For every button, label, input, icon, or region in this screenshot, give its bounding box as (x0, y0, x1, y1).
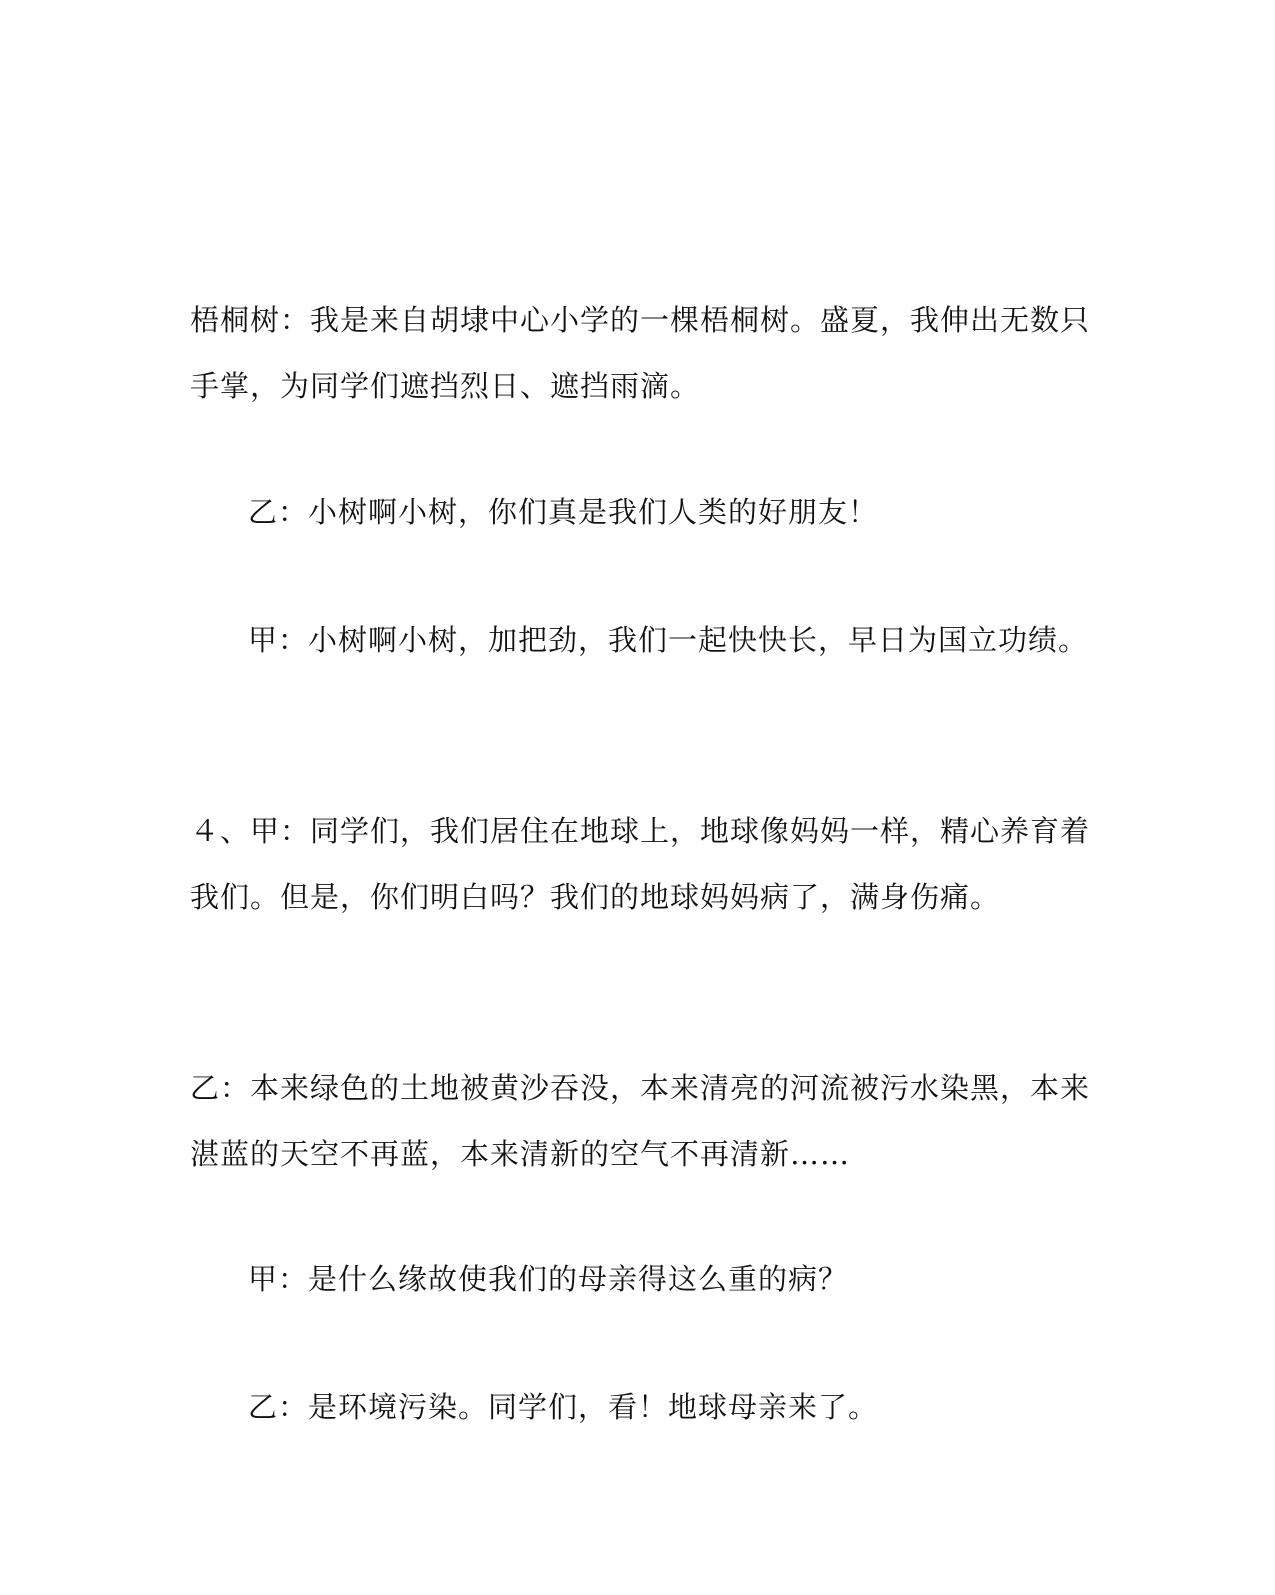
text-line: 湛蓝的天空不再蓝，本来清新的空气不再清新…… (190, 1137, 851, 1171)
paragraph-jia-1 (248, 607, 1089, 673)
text-line: 梧桐树：我是来自胡埭中心小学的一棵梧桐树。盛夏，我伸出无数只 (190, 303, 1091, 337)
paragraph-yi-2 (190, 1055, 1091, 1187)
text-line: 乙：小树啊小树，你们真是我们人类的好朋友！ (248, 495, 879, 529)
text-line: 甲：小树啊小树，加把劲，我们一起快快长，早日为国立功绩。 (248, 623, 1089, 657)
paragraph-section-4 (190, 798, 1091, 930)
text-line: 我们。但是，你们明白吗？我们的地球妈妈病了，满身伤痛。 (190, 880, 1001, 914)
paragraph-wutong-tree (190, 287, 1091, 419)
text-line: 甲：是什么缘故使我们的母亲得这么重的病？ (248, 1262, 849, 1296)
paragraph-yi-1 (248, 479, 1060, 545)
text-line: ４、甲：同学们，我们居住在地球上，地球像妈妈一样，精心养育着 (190, 814, 1091, 848)
text-line: 手掌，为同学们遮挡烈日、遮挡雨滴。 (190, 369, 701, 403)
paragraph-yi-3 (248, 1374, 1060, 1440)
text-line: 乙：本来绿色的土地被黄沙吞没，本来清亮的河流被污水染黑，本来 (190, 1071, 1091, 1105)
text-line: 乙：是环境污染。同学们，看！地球母亲来了。 (248, 1390, 879, 1424)
paragraph-jia-2 (248, 1246, 1060, 1312)
